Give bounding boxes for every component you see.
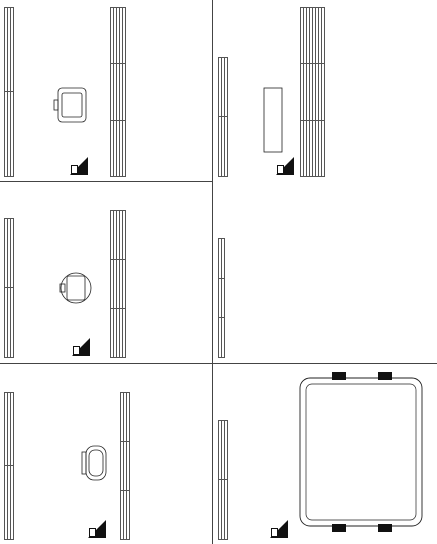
connector-color-label (11, 288, 14, 358)
wire-color (123, 260, 126, 309)
signal-name (127, 393, 130, 442)
terminal-table (300, 7, 325, 177)
signal-name (222, 239, 225, 279)
connector-color-label (11, 92, 14, 177)
terminal-no (123, 120, 126, 176)
terminal-no (123, 309, 126, 358)
connector-face-icon (262, 4, 286, 174)
terminal-table (218, 238, 225, 358)
signal-name (123, 211, 126, 260)
terminal-no (127, 491, 130, 540)
center-divider (212, 0, 213, 544)
terminal-table (110, 7, 126, 177)
connector-face-icon (78, 444, 112, 484)
terminal-table (110, 210, 126, 358)
terminal-no (322, 120, 325, 176)
connector-face-icon (58, 268, 94, 308)
connector-color-label (11, 466, 14, 540)
table-row (222, 239, 225, 358)
signal-name (322, 8, 325, 64)
connector-color (11, 393, 14, 467)
connector-face-icon (292, 372, 430, 532)
hs-badge (70, 157, 88, 175)
connector-info-table (4, 7, 14, 177)
connector-color (225, 421, 228, 481)
signal-name (123, 8, 126, 64)
upper-divider (0, 181, 212, 182)
hs-badge (270, 520, 288, 538)
wire-color (322, 64, 325, 120)
connector-info-table (4, 218, 14, 358)
table-row (322, 8, 325, 177)
connector-color-label (225, 480, 228, 540)
connector-info-table (218, 57, 228, 177)
connector-info-table (4, 392, 14, 540)
table-row (123, 8, 126, 177)
terminal-no (222, 318, 225, 358)
lower-divider (213, 363, 437, 364)
connector-info-table (218, 420, 228, 540)
connector-color (11, 219, 14, 289)
upper-divider (0, 363, 212, 364)
wire-color (127, 442, 130, 491)
table-row (123, 211, 126, 358)
hs-badge (72, 338, 90, 356)
connector-color-label (225, 117, 228, 177)
wire-color (222, 278, 225, 318)
connector-color (11, 8, 14, 93)
hs-badge (88, 520, 106, 538)
connector-face-icon (52, 84, 92, 126)
connector-color (225, 58, 228, 118)
terminal-table (120, 392, 130, 540)
table-row (127, 393, 130, 540)
wire-color (123, 64, 126, 120)
